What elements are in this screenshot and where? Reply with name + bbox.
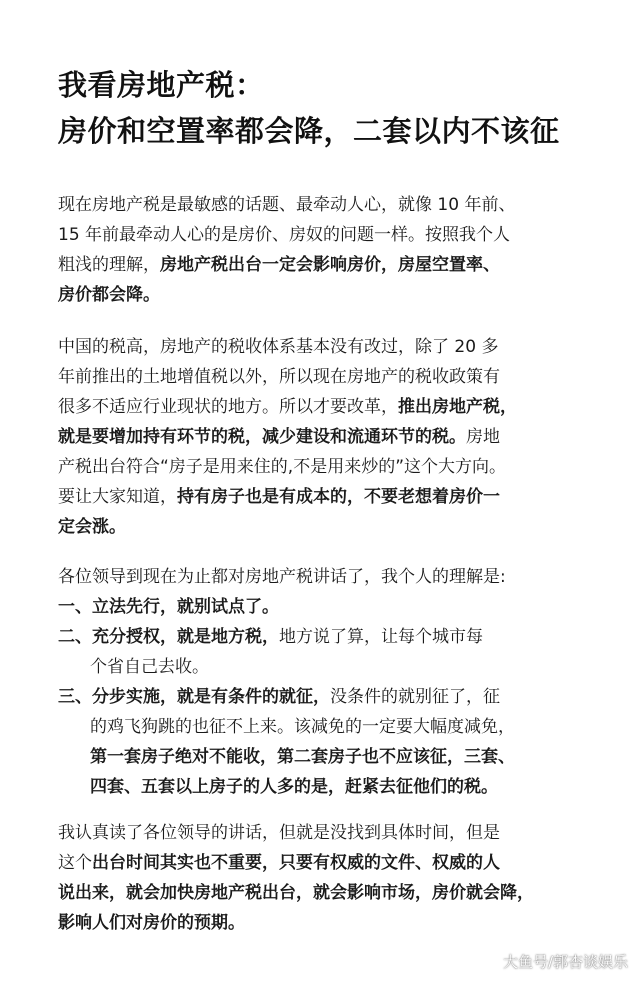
bold-text: 房地产税出台一定会影响房价，房屋空置率、 <box>160 255 500 275</box>
list-item-3-bold: 四套、五套以上房子的人多的是，赶紧去征他们的税。 <box>90 777 498 797</box>
paragraph-line: 中国的税高，房地产的税收体系基本没有改过，除了 20 多 <box>58 337 499 357</box>
text-span: 很多不适应行业现状的地方。所以才要改革， <box>58 397 398 417</box>
text-span: 地方说了算，让每个城市每 <box>279 627 483 647</box>
bold-text: 说出来，就会加快房地产税出台，就会影响市场，房价就会降， <box>58 883 534 903</box>
list-item-3-bold: 第一套房子绝对不能收，第二套房子也不应该征，三套、 <box>90 747 515 767</box>
paragraph-line: 年前推出的土地增值税以外，所以现在房地产的税收政策有 <box>58 367 500 387</box>
list-item-1: 一、立法先行，就别试点了。 <box>58 597 279 617</box>
list-item-2 <box>58 622 618 652</box>
bold-text: 推出房地产税， <box>398 397 517 417</box>
paragraph-line <box>58 422 618 452</box>
list-item-3 <box>58 682 618 712</box>
paragraph-4 <box>58 818 618 938</box>
bold-text: 三、分步实施，就是有条件的就征， <box>58 687 330 707</box>
bold-text: 房价都会降。 <box>58 285 160 305</box>
list-item-2-continued: 个省自己去收。 <box>90 657 209 677</box>
paragraph-line <box>58 250 618 280</box>
text-span: 要让大家知道， <box>58 487 177 507</box>
bold-text: 就是要增加持有环节的税，减少建设和流通环节的税。 <box>58 427 466 447</box>
text-span: 没条件的就别征了，征 <box>330 687 500 707</box>
list-item-3-continued: 的鸡飞狗跳的也征不上来。该减免的一定要大幅度减免， <box>90 717 515 737</box>
watermark: 大鱼号/郭杏谈娱乐 <box>502 953 628 971</box>
bold-text: 定会涨。 <box>58 517 126 537</box>
paragraph-line <box>58 848 618 878</box>
text-span: 粗浅的理解， <box>58 255 160 275</box>
bold-text: 持有房子也是有成本的，不要老想着房价一 <box>177 487 500 507</box>
paragraph-line: 我认真读了各位领导的讲话，但就是没找到具体时间，但是 <box>58 823 500 843</box>
paragraph-line: 产税出台符合“房子是用来住的,不是用来炒的”这个大方向。 <box>58 457 507 477</box>
text-span: 这个 <box>58 853 92 873</box>
paragraph-line <box>58 392 618 422</box>
paragraph-1 <box>58 190 618 310</box>
bold-text: 出台时间其实也不重要，只要有权威的文件、权威的人 <box>92 853 500 873</box>
paragraph-2 <box>58 332 618 542</box>
title-line-1: 我看房地产税： <box>58 68 265 102</box>
bold-text: 影响人们对房价的预期。 <box>58 913 245 933</box>
paragraph-line: 各位领导到现在为止都对房地产税讲话了，我个人的理解是: <box>58 567 506 587</box>
paragraph-line: 现在房地产税是最敏感的话题、最牵动人心，就像 10 年前、 <box>58 195 516 215</box>
paragraph-3 <box>58 562 618 802</box>
bold-text: 二、充分授权，就是地方税， <box>58 627 279 647</box>
article-title <box>58 62 618 154</box>
title-line-2: 房价和空置率都会降，二套以内不该征 <box>58 114 560 148</box>
paragraph-line <box>58 482 618 512</box>
paragraph-line: 15 年前最牵动人心的是房价、房奴的问题一样。按照我个人 <box>58 225 511 245</box>
text-span: 房地 <box>466 427 500 447</box>
